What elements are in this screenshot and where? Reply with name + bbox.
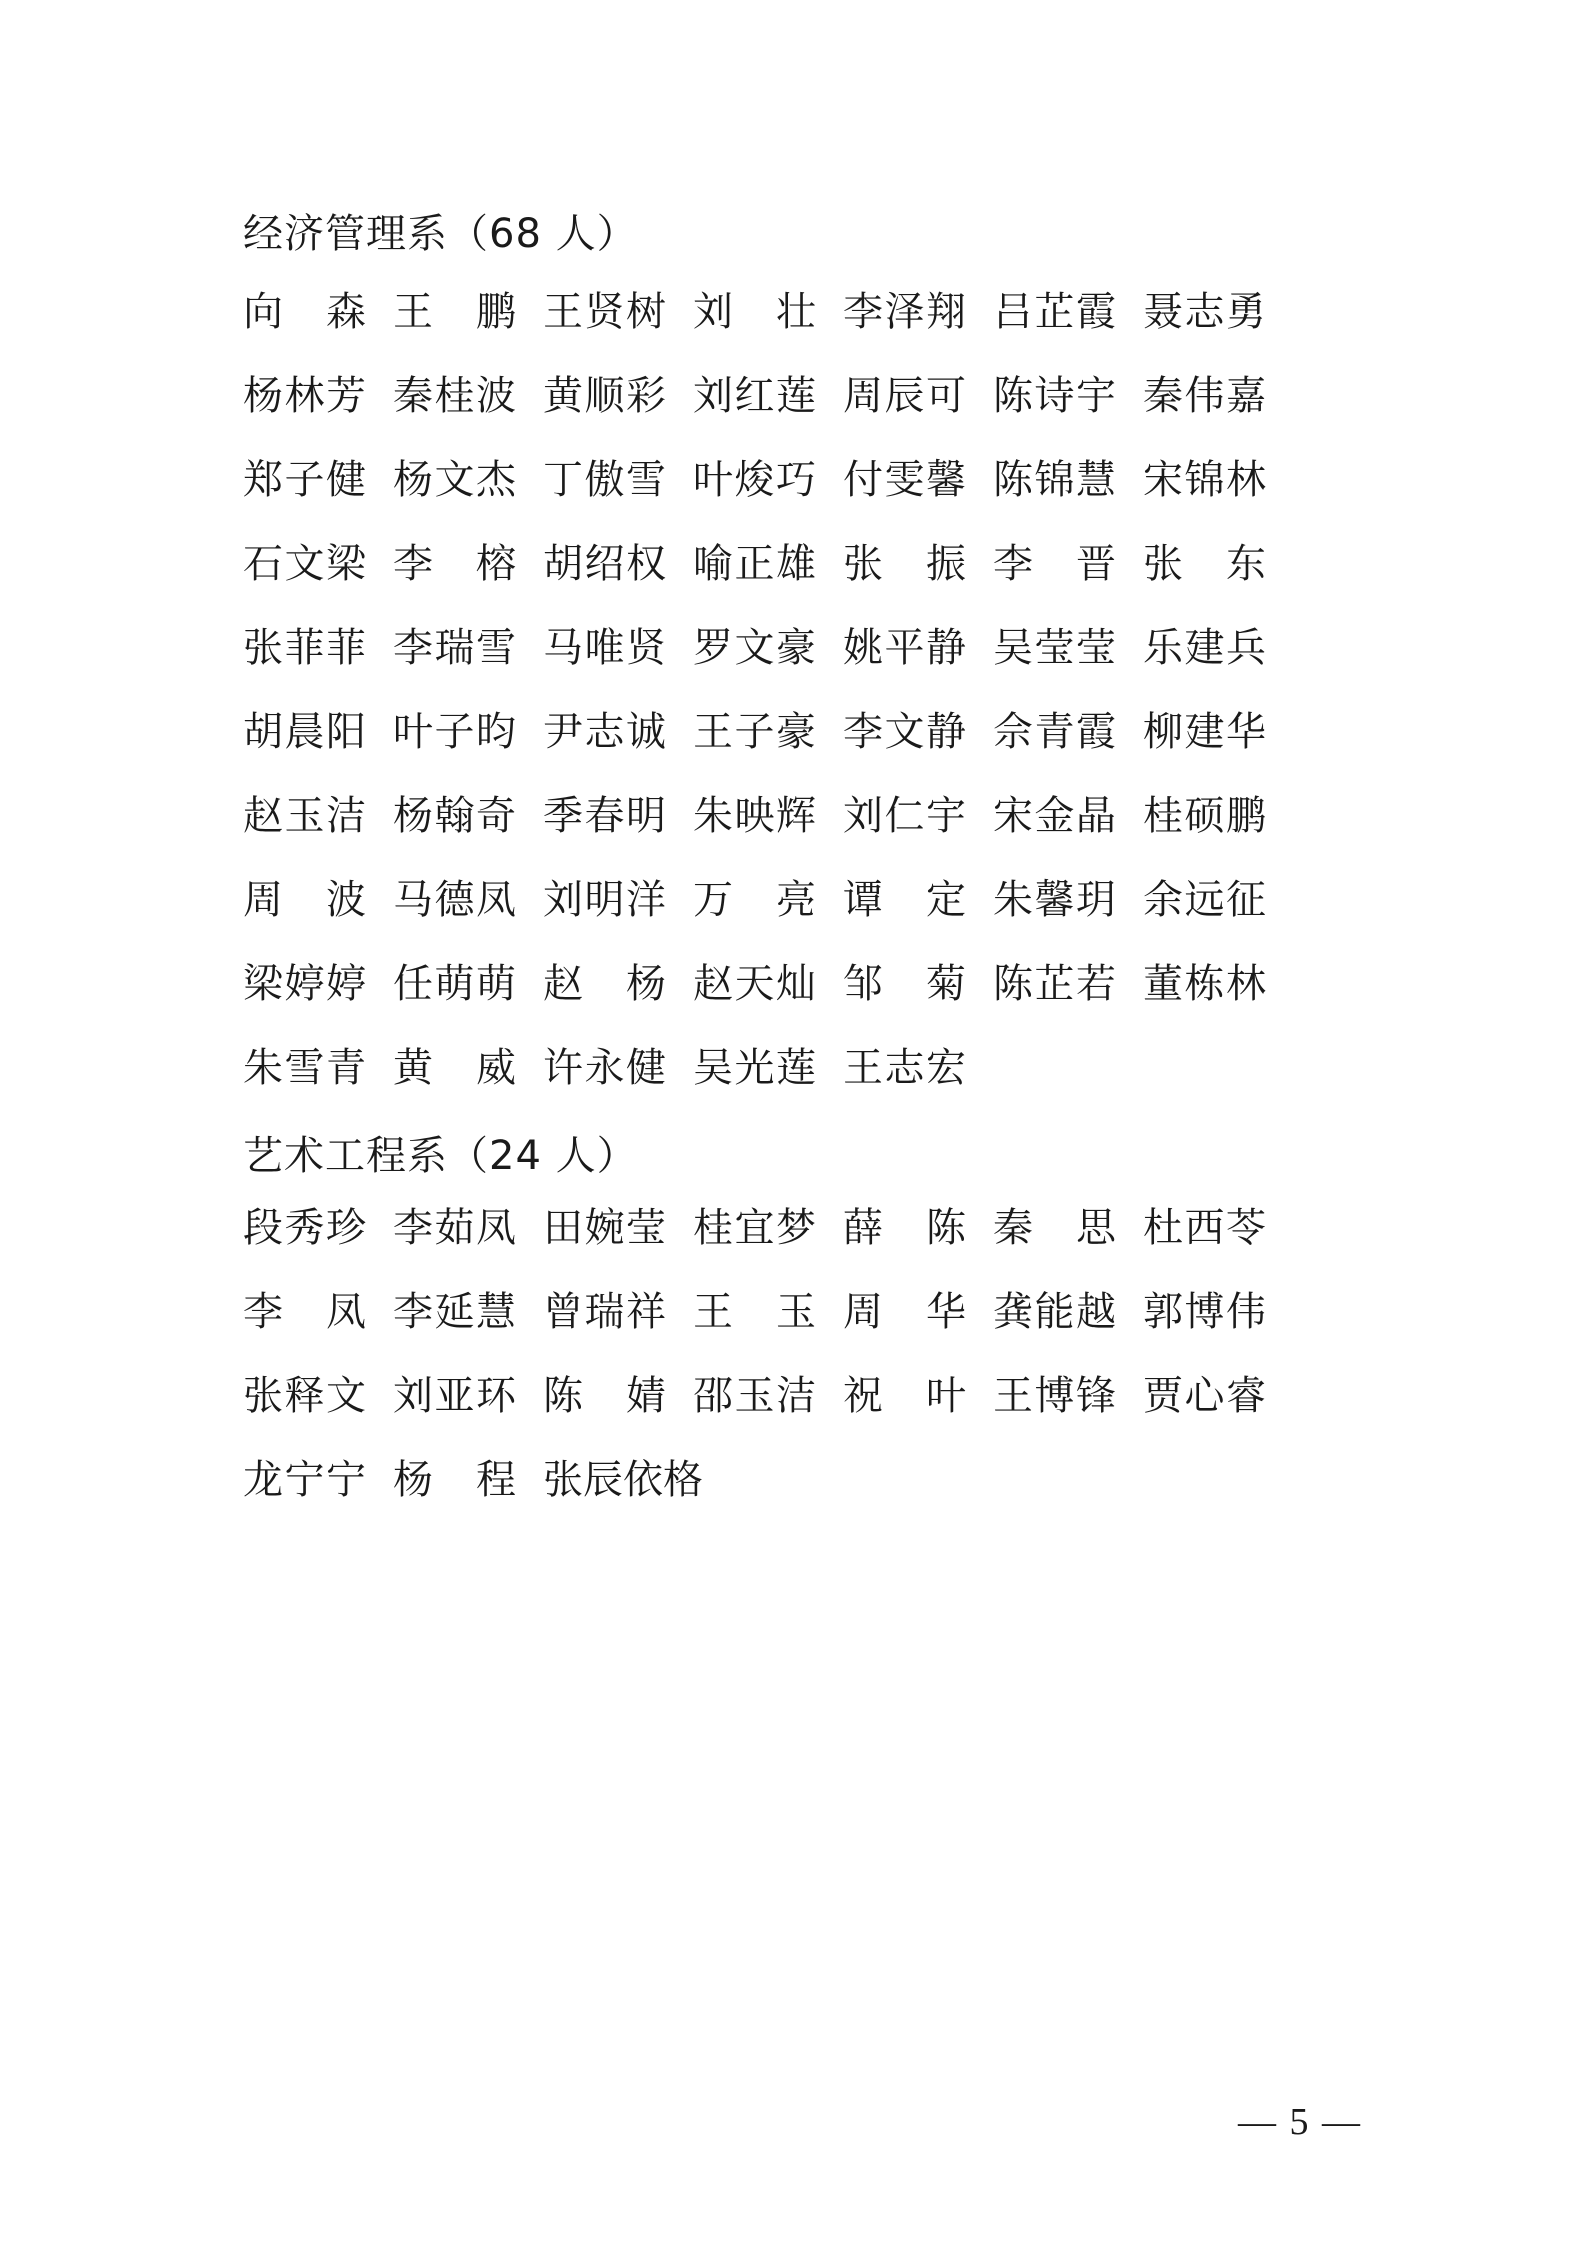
person-name: 李 晋 xyxy=(993,541,1116,587)
person-name: 余 远 征 xyxy=(1143,877,1266,923)
person-name: 尹 志 诚 xyxy=(543,709,666,755)
person-name: 张 菲 菲 xyxy=(243,625,366,671)
person-name: 吕 芷 霞 xyxy=(993,289,1116,335)
person-name: 任 萌 萌 xyxy=(393,961,516,1007)
person-name: 吴 光 莲 xyxy=(693,1045,816,1091)
section-heading-economics-management: 经济管理系（68 人） xyxy=(243,211,638,257)
person-name: 刘 亚 环 xyxy=(393,1373,516,1419)
person-name: 万 亮 xyxy=(693,877,816,923)
person-name: 王 子 豪 xyxy=(693,709,816,755)
person-name: 马 唯 贤 xyxy=(543,625,666,671)
person-name: 胡 绍 权 xyxy=(543,541,666,587)
person-name: 祝 叶 xyxy=(843,1373,966,1419)
person-name: 宋 金 晶 xyxy=(993,793,1116,839)
person-name: 桂 硕 鹏 xyxy=(1143,793,1266,839)
person-name: 郭 博 伟 xyxy=(1143,1289,1266,1335)
person-name: 陈 诗 宇 xyxy=(993,373,1116,419)
person-name: 丁 傲 雪 xyxy=(543,457,666,503)
person-name: 谭 定 xyxy=(843,877,966,923)
person-name: 陈 婧 xyxy=(543,1373,666,1419)
person-name: 许 永 健 xyxy=(543,1045,666,1091)
person-name: 田 婉 莹 xyxy=(543,1205,666,1251)
person-name: 刘 仁 宇 xyxy=(843,793,966,839)
person-name: 龚 能 越 xyxy=(993,1289,1116,1335)
person-name: 杜 西 苓 xyxy=(1143,1205,1266,1251)
person-name: 董 栋 林 xyxy=(1143,961,1266,1007)
person-name: 喻 正 雄 xyxy=(693,541,816,587)
person-name: 姚 平 静 xyxy=(843,625,966,671)
person-name: 段 秀 珍 xyxy=(243,1205,366,1251)
person-name: 张 释 文 xyxy=(243,1373,366,1419)
person-name: 聂 志 勇 xyxy=(1143,289,1266,335)
person-name: 陈 芷 若 xyxy=(993,961,1116,1007)
person-name: 周 波 xyxy=(243,877,366,923)
person-name: 朱 雪 青 xyxy=(243,1045,366,1091)
person-name: 佘 青 霞 xyxy=(993,709,1116,755)
person-name: 吴 莹 莹 xyxy=(993,625,1116,671)
person-name: 马 德 凤 xyxy=(393,877,516,923)
person-name: 李 延 慧 xyxy=(393,1289,516,1335)
person-name: 付 雯 馨 xyxy=(843,457,966,503)
person-name: 杨 程 xyxy=(393,1457,516,1503)
person-name: 梁 婷 婷 xyxy=(243,961,366,1007)
person-name: 李 瑞 雪 xyxy=(393,625,516,671)
person-name: 罗 文 豪 xyxy=(693,625,816,671)
person-name: 贾 心 睿 xyxy=(1143,1373,1266,1419)
person-name: 胡 晨 阳 xyxy=(243,709,366,755)
person-name: 王 博 锋 xyxy=(993,1373,1116,1419)
person-name: 张 辰 依 格 xyxy=(543,1457,703,1503)
person-name: 石 文 梁 xyxy=(243,541,366,587)
person-name: 杨 林 芳 xyxy=(243,373,366,419)
person-name: 邹 菊 xyxy=(843,961,966,1007)
person-name: 王 志 宏 xyxy=(843,1045,966,1091)
person-name: 周 辰 可 xyxy=(843,373,966,419)
section-heading-art-engineering: 艺术工程系（24 人） xyxy=(243,1133,638,1179)
page-number: — 5 — xyxy=(1238,2101,1362,2143)
person-name: 秦 思 xyxy=(993,1205,1116,1251)
person-name: 邵 玉 洁 xyxy=(693,1373,816,1419)
person-name: 向 森 xyxy=(243,289,366,335)
person-name: 王 玉 xyxy=(693,1289,816,1335)
person-name: 张 东 xyxy=(1143,541,1266,587)
person-name: 秦 桂 波 xyxy=(393,373,516,419)
person-name: 薛 陈 xyxy=(843,1205,966,1251)
person-name: 柳 建 华 xyxy=(1143,709,1266,755)
person-name: 刘 明 洋 xyxy=(543,877,666,923)
person-name: 赵 杨 xyxy=(543,961,666,1007)
person-name: 赵 天 灿 xyxy=(693,961,816,1007)
person-name: 郑 子 健 xyxy=(243,457,366,503)
person-name: 乐 建 兵 xyxy=(1143,625,1266,671)
person-name: 叶 子 昀 xyxy=(393,709,516,755)
person-name: 桂 宜 梦 xyxy=(693,1205,816,1251)
person-name: 叶 焌 巧 xyxy=(693,457,816,503)
person-name: 李 茹 凤 xyxy=(393,1205,516,1251)
person-name: 刘 红 莲 xyxy=(693,373,816,419)
person-name: 李 泽 翔 xyxy=(843,289,966,335)
person-name: 李 榕 xyxy=(393,541,516,587)
person-name: 宋 锦 林 xyxy=(1143,457,1266,503)
person-name: 王 鹏 xyxy=(393,289,516,335)
person-name: 李 文 静 xyxy=(843,709,966,755)
person-name: 黄 威 xyxy=(393,1045,516,1091)
person-name: 刘 壮 xyxy=(693,289,816,335)
person-name: 朱 馨 玥 xyxy=(993,877,1116,923)
person-name: 李 凤 xyxy=(243,1289,366,1335)
person-name: 杨 翰 奇 xyxy=(393,793,516,839)
person-name: 黄 顺 彩 xyxy=(543,373,666,419)
person-name: 曾 瑞 祥 xyxy=(543,1289,666,1335)
person-name: 张 振 xyxy=(843,541,966,587)
person-name: 杨 文 杰 xyxy=(393,457,516,503)
person-name: 王 贤 树 xyxy=(543,289,666,335)
person-name: 周 华 xyxy=(843,1289,966,1335)
name-list-economics-management xyxy=(243,282,1293,1122)
person-name: 季 春 明 xyxy=(543,793,666,839)
person-name: 赵 玉 洁 xyxy=(243,793,366,839)
person-name: 陈 锦 慧 xyxy=(993,457,1116,503)
name-list-art-engineering xyxy=(243,1198,1293,1534)
person-name: 龙 宁 宁 xyxy=(243,1457,366,1503)
person-name: 朱 映 辉 xyxy=(693,793,816,839)
person-name: 秦 伟 嘉 xyxy=(1143,373,1266,419)
